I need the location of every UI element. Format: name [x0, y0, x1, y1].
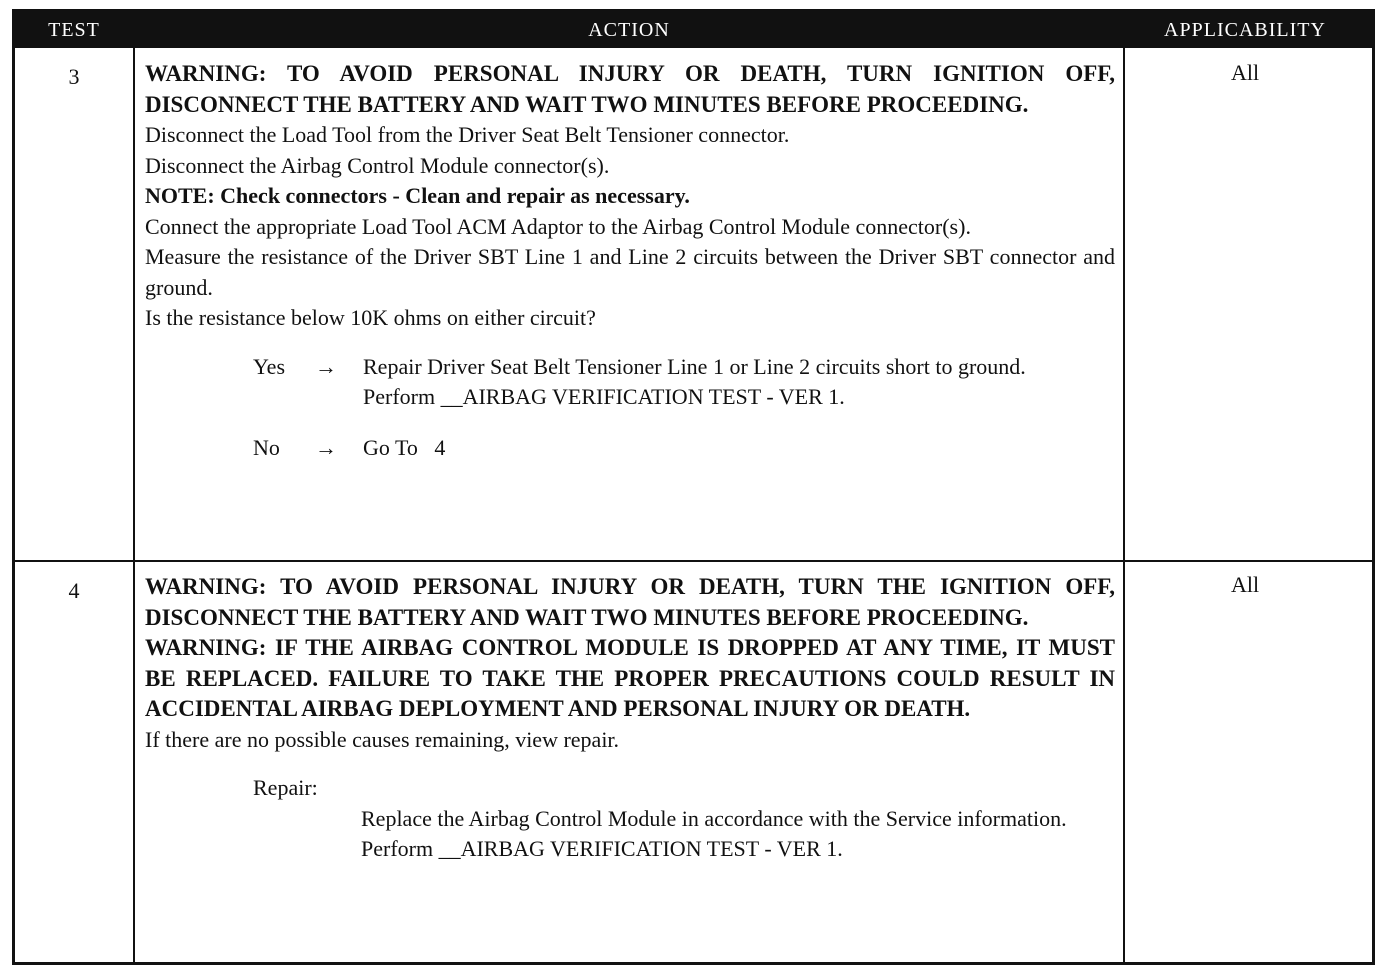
step-text: Connect the appropriate Load Tool ACM Adaptor to the Airbag Control Module connector(s). [145, 213, 971, 239]
warning-text: WARNING: TO AVOID PERSONAL INJURY OR DEATH, TURN IGNITION OFF, DISCONNECT THE BATTERY AND WAIT TWO MINUTES BEFORE PROCEEDING. [145, 61, 1115, 117]
arrow-icon: → [315, 434, 337, 460]
no-label: No [253, 434, 280, 460]
action-cell [145, 572, 1115, 865]
applicability-value: All [1230, 572, 1260, 597]
warning-text: WARNING: IF THE AIRBAG CONTROL MODULE IS DROPPED AT ANY TIME, IT MUST BE REPLACED. FAILURE TO TAKE THE PROPER PRECAUTIONS COULD RESULT IN ACCIDENTAL AIRBAG DEPLOYMENT AND PERSONAL INJURY OR DEATH. [145, 635, 1115, 721]
header-test: TEST [48, 19, 100, 41]
yes-perform: Perform __AIRBAG VERIFICATION TEST - VER 1. [363, 384, 845, 409]
test-number: 4 [68, 578, 80, 603]
header-action: ACTION [588, 19, 670, 41]
repair-perform: Perform __AIRBAG VERIFICATION TEST - VER 1. [361, 836, 843, 861]
step-text: Disconnect the Airbag Control Module connector(s). [145, 152, 610, 178]
procedure-table [12, 9, 1375, 965]
no-text: Go To 4 [363, 434, 446, 460]
row-divider [15, 560, 1372, 562]
header-applicability: APPLICABILITY [1164, 19, 1326, 41]
question-text: Is the resistance below 10K ohms on either circuit? [145, 305, 596, 330]
arrow-icon: → [315, 353, 337, 379]
yes-text: Repair Driver Seat Belt Tensioner Line 1 or Line 2 circuits short to ground. [363, 353, 1026, 379]
repair-section [145, 773, 1115, 865]
step-text: If there are no possible causes remaining, view repair. [145, 726, 620, 752]
repair-text: Replace the Airbag Control Module in accordance with the Service information. [361, 805, 1067, 831]
step-text: Measure the resistance of the Driver SBT Line 1 and Line 2 circuits between the Driver SBT connector and ground. [145, 244, 1115, 300]
applicability-value: All [1230, 60, 1260, 85]
column-divider [133, 12, 135, 962]
yes-label: Yes [253, 353, 286, 379]
step-text: Disconnect the Load Tool from the Driver Seat Belt Tensioner connector. [145, 122, 790, 147]
table-header [15, 12, 1372, 48]
note-text: NOTE: Check connectors - Clean and repair as necessary. [145, 183, 690, 208]
warning-text: WARNING: TO AVOID PERSONAL INJURY OR DEATH, TURN THE IGNITION OFF, DISCONNECT THE BATTERY AND WAIT TWO MINUTES BEFORE PROCEEDING. [145, 574, 1115, 630]
column-divider [1123, 12, 1125, 962]
action-cell [145, 59, 1115, 463]
test-number: 3 [68, 64, 80, 89]
repair-label: Repair: [253, 775, 318, 800]
no-response [145, 433, 1115, 464]
yes-response [145, 352, 1115, 413]
